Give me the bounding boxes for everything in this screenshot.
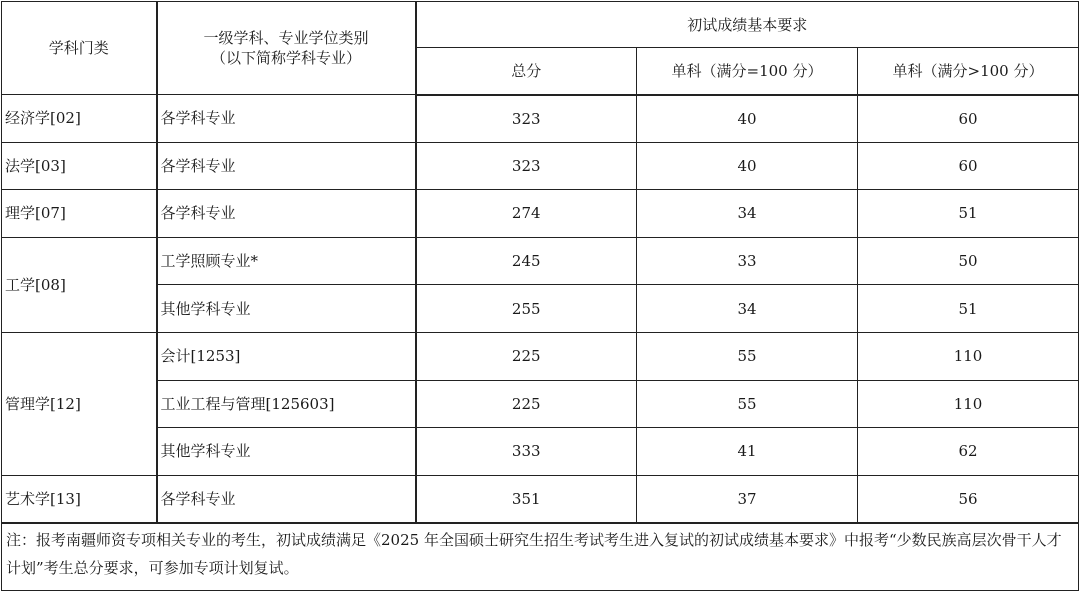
table-row bbox=[2, 475, 1079, 523]
single-100-cell: 33 bbox=[637, 237, 858, 285]
total-cell: 255 bbox=[416, 285, 637, 333]
single-100-cell: 34 bbox=[637, 190, 858, 238]
note-row bbox=[2, 523, 1079, 591]
single-over-100-cell: 60 bbox=[858, 95, 1079, 143]
single-over-100-cell: 51 bbox=[858, 190, 1079, 238]
major-cell: 工业工程与管理[125603] bbox=[157, 380, 416, 428]
category-cell: 理学[07] bbox=[2, 190, 157, 238]
single-over-100-cell: 56 bbox=[858, 475, 1079, 523]
major-cell: 其他学科专业 bbox=[157, 285, 416, 333]
table-header-row bbox=[2, 2, 1079, 48]
table-row bbox=[2, 428, 1079, 476]
table-row bbox=[2, 190, 1079, 238]
single-over-100-cell: 51 bbox=[858, 285, 1079, 333]
major-cell: 工学照顾专业* bbox=[157, 237, 416, 285]
category-cell: 法学[03] bbox=[2, 142, 157, 190]
major-cell: 各学科专业 bbox=[157, 142, 416, 190]
header-discipline bbox=[157, 2, 416, 95]
header-single-over-100: 单科（满分>100 分） bbox=[858, 48, 1079, 95]
major-cell: 会计[1253] bbox=[157, 332, 416, 380]
single-100-cell: 40 bbox=[637, 95, 858, 143]
single-100-cell: 37 bbox=[637, 475, 858, 523]
total-cell: 225 bbox=[416, 380, 637, 428]
header-discipline-line2: （以下简称学科专业） bbox=[210, 49, 361, 67]
table-row bbox=[2, 332, 1079, 380]
major-cell: 各学科专业 bbox=[157, 190, 416, 238]
total-cell: 323 bbox=[416, 142, 637, 190]
single-100-cell: 40 bbox=[637, 142, 858, 190]
total-cell: 245 bbox=[416, 237, 637, 285]
table-row bbox=[2, 237, 1079, 285]
single-over-100-cell: 110 bbox=[858, 332, 1079, 380]
category-cell: 经济学[02] bbox=[2, 95, 157, 143]
header-total: 总分 bbox=[416, 48, 637, 95]
table-row bbox=[2, 95, 1079, 143]
major-cell: 各学科专业 bbox=[157, 475, 416, 523]
single-100-cell: 55 bbox=[637, 332, 858, 380]
single-100-cell: 41 bbox=[637, 428, 858, 476]
total-cell: 225 bbox=[416, 332, 637, 380]
single-over-100-cell: 110 bbox=[858, 380, 1079, 428]
header-discipline-line1: 一级学科、专业学位类别 bbox=[203, 29, 369, 47]
category-cell: 工学[08] bbox=[2, 237, 157, 332]
table-row bbox=[2, 142, 1079, 190]
header-single-100: 单科（满分=100 分） bbox=[637, 48, 858, 95]
total-cell: 323 bbox=[416, 95, 637, 143]
single-100-cell: 55 bbox=[637, 380, 858, 428]
major-cell: 各学科专业 bbox=[157, 95, 416, 143]
total-cell: 333 bbox=[416, 428, 637, 476]
major-cell: 其他学科专业 bbox=[157, 428, 416, 476]
total-cell: 351 bbox=[416, 475, 637, 523]
single-over-100-cell: 62 bbox=[858, 428, 1079, 476]
header-requirements: 初试成绩基本要求 bbox=[416, 2, 1079, 48]
category-cell: 艺术学[13] bbox=[2, 475, 157, 523]
total-cell: 274 bbox=[416, 190, 637, 238]
single-over-100-cell: 60 bbox=[858, 142, 1079, 190]
table-row bbox=[2, 380, 1079, 428]
category-cell: 管理学[12] bbox=[2, 332, 157, 475]
header-category: 学科门类 bbox=[2, 2, 157, 95]
score-requirements-table bbox=[1, 1, 1079, 591]
single-100-cell: 34 bbox=[637, 285, 858, 333]
table-row bbox=[2, 285, 1079, 333]
single-over-100-cell: 50 bbox=[858, 237, 1079, 285]
footnote: 注：报考南疆师资专项相关专业的考生，初试成绩满足《2025 年全国硕士研究生招生考试考生进入复试的初试成绩基本要求》中报考“少数民族高层次骨干人才计划”考生总分要求，可参加专项计划复试。 bbox=[2, 523, 1079, 591]
